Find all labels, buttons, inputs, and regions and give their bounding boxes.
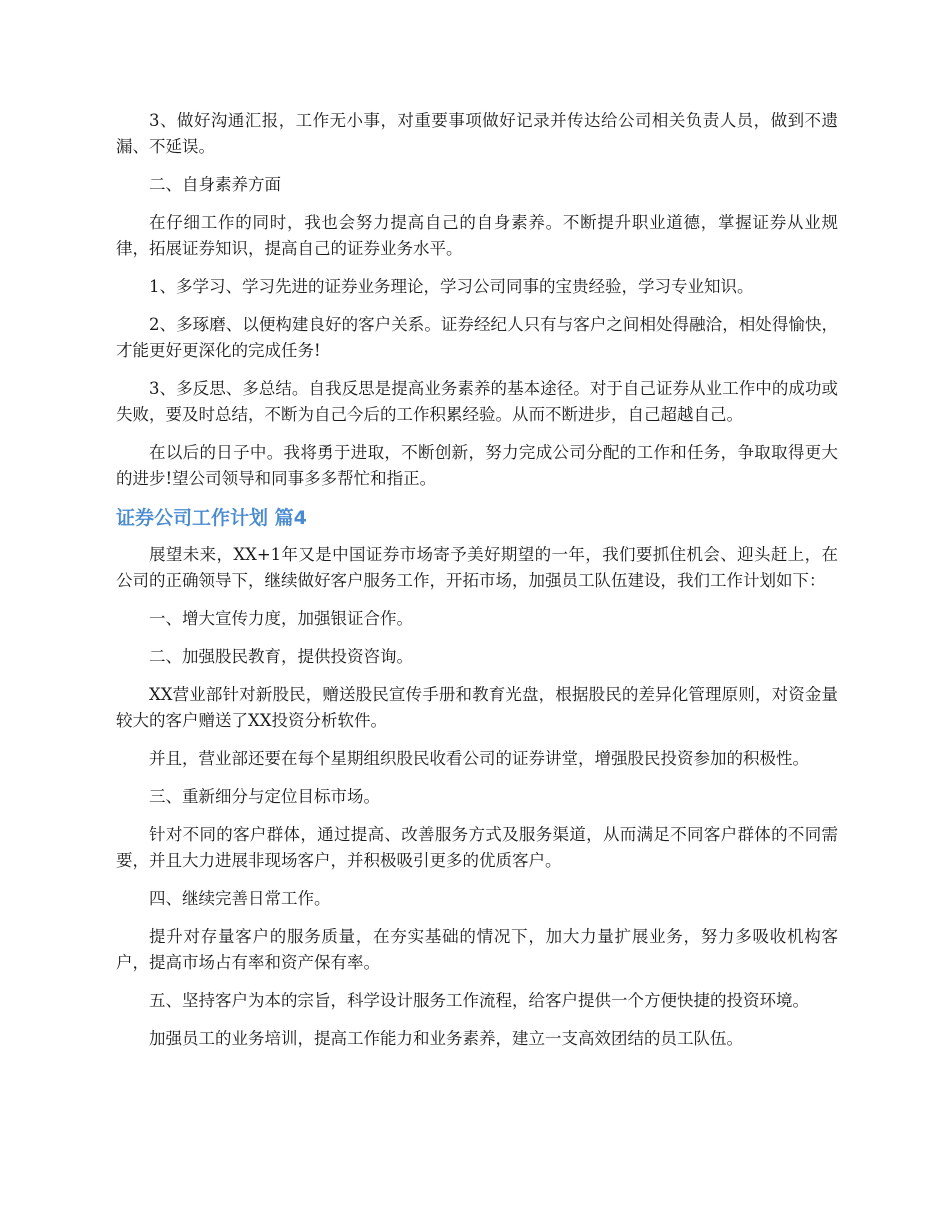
section-heading: 证券公司工作计划 篇4 <box>116 507 307 529</box>
paragraph: 五、坚持客户为本的宗旨，科学设计服务工作流程，给客户提供一个方便快捷的投资环境。 <box>149 991 809 1010</box>
paragraph: 2、多琢磨、以便构建良好的客户关系。证券经纪人只有与客户之间相处得融洽，相处得愉快，才能更好更深化的完成任务! <box>116 315 838 360</box>
paragraph: 提升对存量客户的服务质量，在夯实基础的情况下，加大力量扩展业务，努力多吸收机构客户，提高市场占有率和资产保有率。 <box>116 927 838 972</box>
paragraph: 加强员工的业务培训，提高工作能力和业务素养，建立一支高效团结的员工队伍。 <box>149 1029 743 1048</box>
paragraph: 3、多反思、多总结。自我反思是提高业务素养的基本途径。对于自己证券从业工作中的成功或失败，要及时总结，不断为自己今后的工作积累经验。从而不断进步，自己超越自己。 <box>116 379 838 424</box>
paragraph: 3、做好沟通汇报，工作无小事，对重要事项做好记录并传达给公司相关负责人员，做到不遗漏、不延误。 <box>116 111 838 156</box>
document-page <box>116 108 838 1064</box>
paragraph: 在仔细工作的同时，我也会努力提高自己的自身素养。不断提升职业道德，掌握证券从业规律，拓展证券知识，提高自己的证券业务水平。 <box>116 213 838 258</box>
paragraph: 并且，营业部还要在每个星期组织股民收看公司的证券讲堂，增强股民投资参加的积极性。 <box>149 749 809 768</box>
paragraph: 1、多学习、学习先进的证券业务理论，学习公司同事的宝贵经验，学习专业知识。 <box>149 277 754 296</box>
paragraph: 四、继续完善日常工作。 <box>149 889 331 908</box>
paragraph: 在以后的日子中。我将勇于进取，不断创新，努力完成公司分配的工作和任务，争取取得更大的进步!望公司领导和同事多多帮忙和指正。 <box>116 443 838 488</box>
paragraph: 二、自身素养方面 <box>149 175 281 194</box>
paragraph: XX营业部针对新股民，赠送股民宣传手册和教育光盘，根据股民的差异化管理原则，对资金量较大的客户赠送了XX投资分析软件。 <box>116 685 838 730</box>
paragraph: 一、增大宣传力度，加强银证合作。 <box>149 609 413 628</box>
paragraph: 二、加强股民教育，提供投资咨询。 <box>149 647 413 666</box>
paragraph: 三、重新细分与定位目标市场。 <box>149 787 380 806</box>
paragraph: 针对不同的客户群体，通过提高、改善服务方式及服务渠道，从而满足不同客户群体的不同需要，并且大力进展非现场客户，并积极吸引更多的优质客户。 <box>116 825 838 870</box>
paragraph: 展望未来，XX+1年又是中国证券市场寄予美好期望的一年，我们要抓住机会、迎头赶上，在公司的正确领导下，继续做好客户服务工作，开拓市场，加强员工队伍建设，我们工作计划如下： <box>116 545 838 590</box>
